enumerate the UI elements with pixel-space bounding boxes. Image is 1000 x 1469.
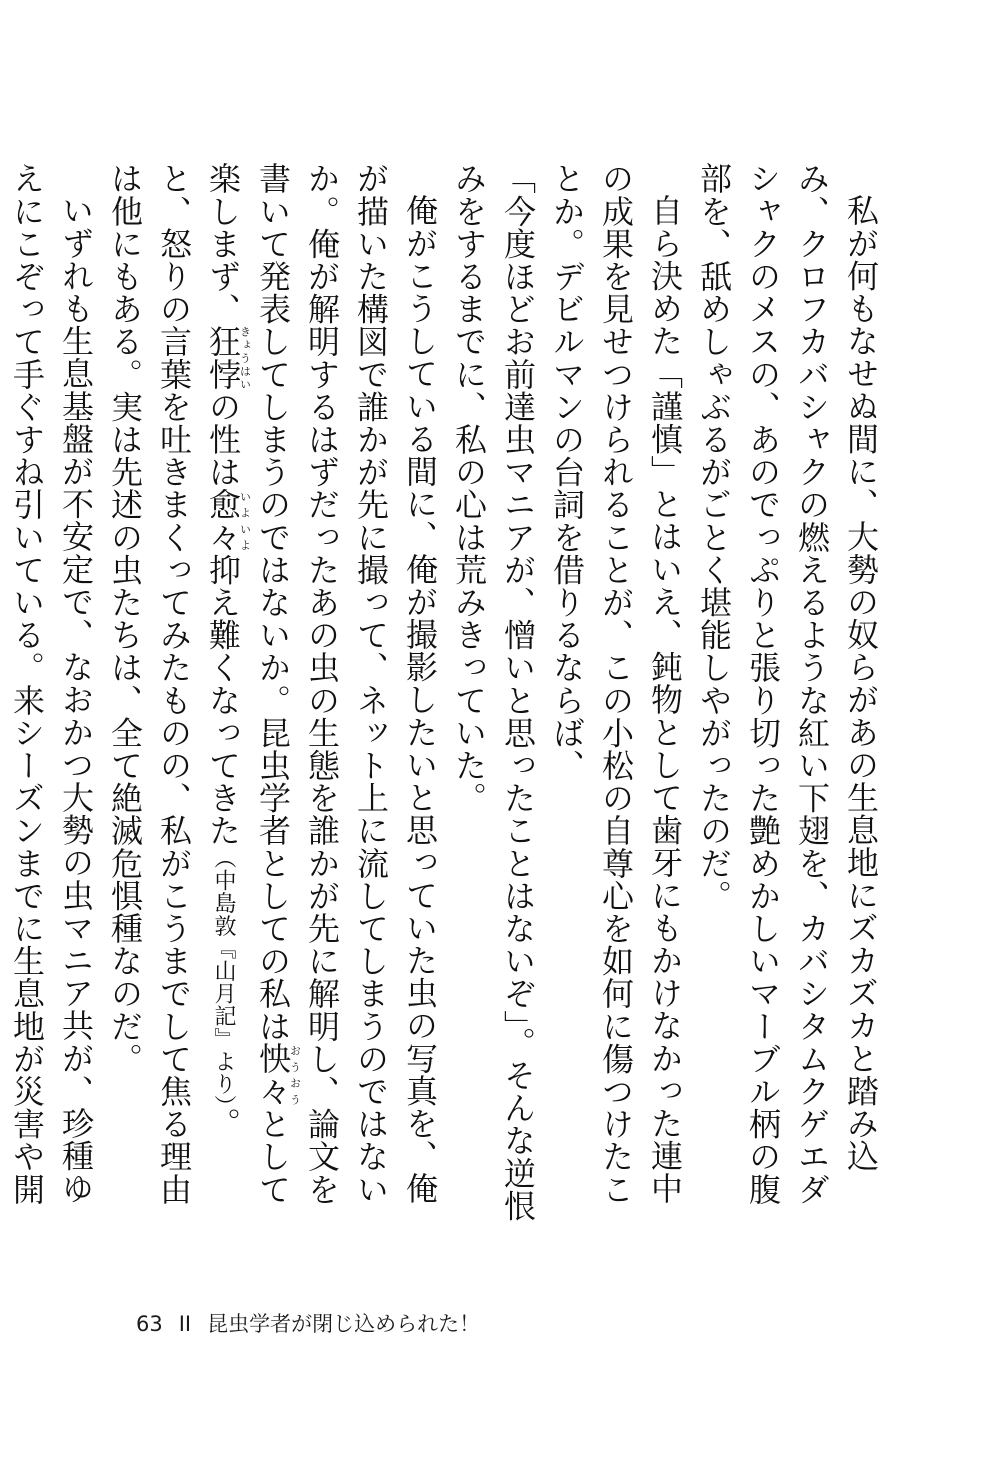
paragraph-4-text-c: として楽しまず、: [204, 162, 292, 1206]
paragraph-4-text-e: の性は: [204, 390, 242, 489]
paragraph-6: いずれも生息基盤が不安定で、なおかつ大勢の虫マニア共が、珍種ゆえにこぞって手ぐすね引いている。来シーズンまでに生息地が災害や開: [8, 162, 95, 1206]
ruby-kyouhai: 狂悖きょうはい: [204, 325, 252, 391]
page-footer: [136, 1308, 480, 1338]
furigana-ouou: おうおう: [288, 1042, 302, 1108]
chapter-title: 昆虫学者が閉じ込められた！: [207, 1312, 481, 1336]
paragraph-4-text-h: 。: [204, 1106, 242, 1140]
paragraph-5: と、怒りの言葉を吐きまくってみたものの、私がこうまでして焦る理由は他にもある。実は先述の虫たちは、全て絶滅危惧種なのだ。: [106, 162, 193, 1206]
paragraph-1: 私が何もなせぬ間に、大勢の奴らがあの生息地にズカズカと踏み込み、クロフカバシャクの燃えるような紅い下翅を、カバシタムクゲエダシャクのメスの、あのでっぷりと張り切った艶めかしいマーブル柄の腹部を、舐めしゃぶるがごとく堪能しやがったのだ。: [695, 162, 880, 1206]
paragraph-2: 自ら決めた「謹慎」とはいえ、鈍物として歯牙にもかけなかった連中の成果を見せつけられることが、この小松の自尊心を如何に傷つけたことか。デビルマンの台詞を借りるならば、: [548, 162, 684, 1206]
paragraph-4-text-a: 俺がこうしている間に、俺が撮影したいと思っていた虫の写真を、俺が描いた構図で誰かが先に撮って、ネット上に流してしまうのではないか。俺が解明するはずだったあの虫の生態を誰かが先に解明し、論文を書いて発表してしまうのではないか。昆虫学者としての私は: [254, 162, 439, 1206]
furigana-kyouhai: きょうはい: [238, 325, 252, 391]
page-number: 63: [136, 1312, 163, 1336]
paragraph-4: [198, 162, 444, 1232]
body-text: [8, 162, 885, 1232]
citation-note: （中島敦『山月記』より）: [211, 846, 236, 1107]
paragraph-4-text-g: 抑え難くなってきた: [204, 553, 242, 847]
chapter-number: II: [178, 1312, 192, 1336]
furigana-iyoiyo: いよいよ: [238, 488, 252, 554]
ruby-ouou: 怏々おうおう: [254, 1042, 302, 1108]
paragraph-3-quote: 「今度ほどお前達虫マニアが、憎いと思ったことはないぞ」。そんな逆恨みをするまでに、私の心は荒みきっていた。: [450, 162, 537, 1222]
ruby-iyoiyo: 愈々いよいよ: [204, 488, 252, 554]
